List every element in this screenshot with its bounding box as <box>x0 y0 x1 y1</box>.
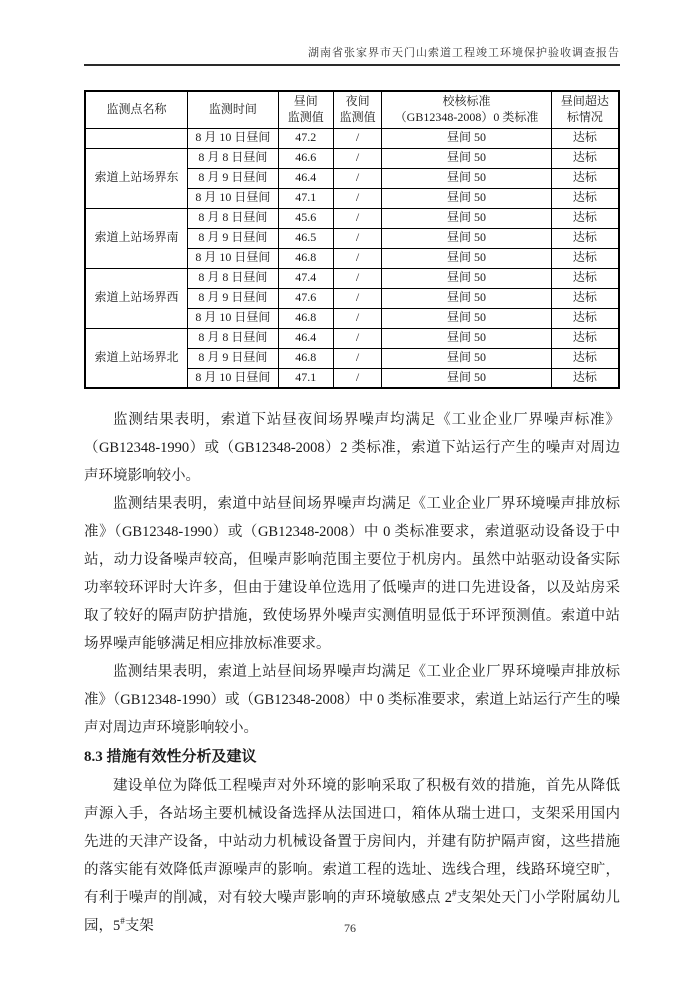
monitoring-time-cell: 8 月 9 日昼间 <box>188 168 279 188</box>
status-cell: 达标 <box>551 248 619 268</box>
col-header-label: 昼间 <box>293 94 318 109</box>
daytime-value-cell: 46.8 <box>278 248 333 268</box>
page-header <box>84 0 620 66</box>
daytime-value-cell: 46.5 <box>278 228 333 248</box>
standard-cell: 昼间 50 <box>382 268 551 288</box>
daytime-value-cell: 46.8 <box>278 308 333 328</box>
night-value-cell: / <box>333 188 382 208</box>
col-header-label: 监测时间 <box>208 101 257 116</box>
night-value-cell: / <box>333 208 382 228</box>
daytime-value-cell: 46.4 <box>278 168 333 188</box>
daytime-value-cell: 47.6 <box>278 288 333 308</box>
superscript-hash: # <box>452 888 457 899</box>
standard-cell: 昼间 50 <box>382 368 551 388</box>
monitoring-time-cell: 8 月 8 日昼间 <box>188 328 279 348</box>
standard-cell: 昼间 50 <box>382 348 551 368</box>
standard-cell: 昼间 50 <box>382 168 551 188</box>
table-row <box>85 328 619 348</box>
status-cell: 达标 <box>551 348 619 368</box>
status-cell: 达标 <box>551 328 619 348</box>
daytime-value-cell: 46.4 <box>278 328 333 348</box>
standard-cell: 昼间 50 <box>382 288 551 308</box>
daytime-value-cell: 46.6 <box>278 148 333 168</box>
col-header-label: 校核标准 <box>442 94 491 109</box>
col-header-monitoring-point <box>85 91 188 128</box>
col-header-label: 夜间 <box>345 94 370 109</box>
night-value-cell: / <box>333 168 382 188</box>
table-row <box>85 128 619 148</box>
table-header-row <box>85 91 619 128</box>
measures-text-a: 建设单位为降低工程噪声对外环境的影响采取了积极有效的措施，首先从降低声源入手，各站场主要机械设备选择从法国进口，箱体从瑞士进口，支架采用国内先进的天津产设备，中站动力机械设备置于房间内，并建有防护隔声窗，这些措施的落实能有效降低声源噪声的影响。索道工程的选址、选线合理，线路环境空旷，有利于噪声的削减，对有较大噪声影响的声环境敏感点 2 <box>84 778 620 906</box>
monitoring-time-cell: 8 月 10 日昼间 <box>188 248 279 268</box>
document-body <box>84 406 620 940</box>
col-header-label: 标情况 <box>566 109 603 124</box>
page-number: 76 <box>344 921 356 935</box>
daytime-value-cell: 47.1 <box>278 188 333 208</box>
col-header-night-value <box>333 91 382 128</box>
standard-cell: 昼间 50 <box>382 228 551 248</box>
standard-cell: 昼间 50 <box>382 308 551 328</box>
monitoring-point-name-cell: 索道上站场界东 <box>85 148 188 208</box>
monitoring-time-cell: 8 月 9 日昼间 <box>188 228 279 248</box>
standard-cell: 昼间 50 <box>382 248 551 268</box>
col-header-label: 昼间超达 <box>560 94 609 109</box>
night-value-cell: / <box>333 228 382 248</box>
monitoring-point-name-cell: 索道上站场界西 <box>85 268 188 328</box>
table-row <box>85 268 619 288</box>
noise-monitoring-table <box>84 90 620 389</box>
status-cell: 达标 <box>551 128 619 148</box>
daytime-value-cell: 47.2 <box>278 128 333 148</box>
status-cell: 达标 <box>551 208 619 228</box>
monitoring-time-cell: 8 月 9 日昼间 <box>188 288 279 308</box>
status-cell: 达标 <box>551 288 619 308</box>
monitoring-time-cell: 8 月 10 日昼间 <box>188 368 279 388</box>
status-cell: 达标 <box>551 168 619 188</box>
standard-cell: 昼间 50 <box>382 188 551 208</box>
col-header-check-standard <box>382 91 551 128</box>
monitoring-time-cell: 8 月 10 日昼间 <box>188 128 279 148</box>
paragraph-upper-station-result: 监测结果表明，索道上站昼间场界噪声均满足《工业企业厂界环境噪声排放标准》（GB12348-1990）或（GB12348-2008）中 0 类标准要求，索道上站运行产生的噪声对周边声环境影响较小。 <box>84 664 620 736</box>
monitoring-time-cell: 8 月 8 日昼间 <box>188 148 279 168</box>
measures-text-b: 支架处天门小学附属幼儿园，5 <box>84 890 621 934</box>
standard-cell: 昼间 50 <box>382 148 551 168</box>
table-row <box>85 208 619 228</box>
night-value-cell: / <box>333 148 382 168</box>
col-header-label: 监测值 <box>339 109 376 124</box>
standard-cell: 昼间 50 <box>382 128 551 148</box>
status-cell: 达标 <box>551 188 619 208</box>
page-header-title: 湖南省张家界市天门山索道工程竣工环境保护验收调查报告 <box>308 47 620 59</box>
night-value-cell: / <box>333 248 382 268</box>
col-header-daytime-value <box>278 91 333 128</box>
col-header-exceed-status <box>551 91 619 128</box>
night-value-cell: / <box>333 348 382 368</box>
col-header-label: 监测值 <box>287 109 324 124</box>
monitoring-time-cell: 8 月 8 日昼间 <box>188 208 279 228</box>
standard-cell: 昼间 50 <box>382 208 551 228</box>
monitoring-time-cell: 8 月 10 日昼间 <box>188 308 279 328</box>
status-cell: 达标 <box>551 148 619 168</box>
monitoring-point-name-cell <box>85 128 188 148</box>
status-cell: 达标 <box>551 268 619 288</box>
daytime-value-cell: 47.1 <box>278 368 333 388</box>
monitoring-time-cell: 8 月 9 日昼间 <box>188 348 279 368</box>
monitoring-point-name-cell: 索道上站场界北 <box>85 328 188 388</box>
monitoring-point-name-cell: 索道上站场界南 <box>85 208 188 268</box>
daytime-value-cell: 45.6 <box>278 208 333 228</box>
night-value-cell: / <box>333 308 382 328</box>
superscript-hash: # <box>120 916 125 927</box>
status-cell: 达标 <box>551 228 619 248</box>
night-value-cell: / <box>333 328 382 348</box>
table-body <box>85 128 619 388</box>
daytime-value-cell: 47.4 <box>278 268 333 288</box>
standard-cell: 昼间 50 <box>382 328 551 348</box>
table-row <box>85 148 619 168</box>
night-value-cell: / <box>333 368 382 388</box>
night-value-cell: / <box>333 268 382 288</box>
section-heading-8-3: 8.3 措施有效性分析及建议 <box>84 749 257 765</box>
col-header-label: （GB12348-2008）0 类标准 <box>394 109 539 124</box>
status-cell: 达标 <box>551 308 619 328</box>
night-value-cell: / <box>333 288 382 308</box>
monitoring-time-cell: 8 月 10 日昼间 <box>188 188 279 208</box>
col-header-monitoring-time <box>188 91 279 128</box>
paragraph-middle-station-result: 监测结果表明，索道中站昼间场界噪声均满足《工业企业厂界环境噪声排放标准》（GB12348-1990）或（GB12348-2008）中 0 类标准要求，索道驱动设备设于中站，动力设备噪声较高，但噪声影响范围主要位于机房内。虽然中站驱动设备实际功率较环评时大许多，但由于建设单位选用了低噪声的进口先进设备，以及站房采取了较好的隔声防护措施，致使场界外噪声实测值明显低于环评预测值。索道中站场界噪声能够满足相应排放标准要求。 <box>84 496 620 652</box>
status-cell: 达标 <box>551 368 619 388</box>
daytime-value-cell: 46.8 <box>278 348 333 368</box>
paragraph-measures-effectiveness <box>84 772 620 940</box>
paragraph-lower-station-result: 监测结果表明，索道下站昼夜间场界噪声均满足《工业企业厂界噪声标准》（GB12348-1990）或（GB12348-2008）2 类标准，索道下站运行产生的噪声对周边声环境影响较小。 <box>84 412 620 484</box>
monitoring-time-cell: 8 月 8 日昼间 <box>188 268 279 288</box>
measures-text-c: 支架 <box>124 918 154 934</box>
night-value-cell: / <box>333 128 382 148</box>
col-header-label: 监测点名称 <box>106 101 167 116</box>
